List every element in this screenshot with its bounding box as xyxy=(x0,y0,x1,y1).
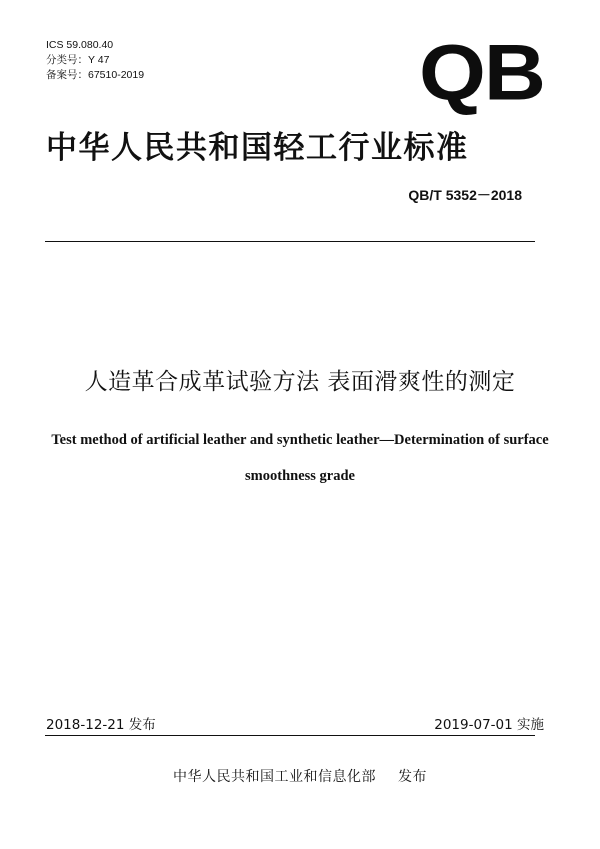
document-metadata xyxy=(46,38,144,83)
issuing-authority xyxy=(0,766,600,786)
standard-category-title: 中华人民共和国轻工行业标准 xyxy=(46,130,469,166)
implementation-date: 2019-07-01 实施 xyxy=(434,717,544,733)
ics-code: ICS 59.080.40 xyxy=(46,39,114,51)
document-title-english xyxy=(20,422,580,494)
footer-divider xyxy=(45,735,535,736)
classification-code: 分类号：Y 47 xyxy=(46,54,110,66)
issuer-action: 发布 xyxy=(398,769,427,785)
qb-logo: QB xyxy=(419,28,544,118)
issuer-name: 中华人民共和国工业和信息化部 xyxy=(173,769,376,785)
document-title-chinese: 人造革合成革试验方法 表面滑爽性的测定 xyxy=(84,369,516,395)
issue-date: 2018-12-21 发布 xyxy=(46,717,156,733)
header-divider xyxy=(45,241,535,242)
standard-number: QB/T 5352－2018 xyxy=(408,187,522,203)
filing-number: 备案号：67510-2019 xyxy=(46,69,145,81)
title-english-line-2: smoothness grade xyxy=(245,468,355,484)
title-english-line-1: Test method of artificial leather and synthetic leather—Determination of surface xyxy=(51,432,549,448)
